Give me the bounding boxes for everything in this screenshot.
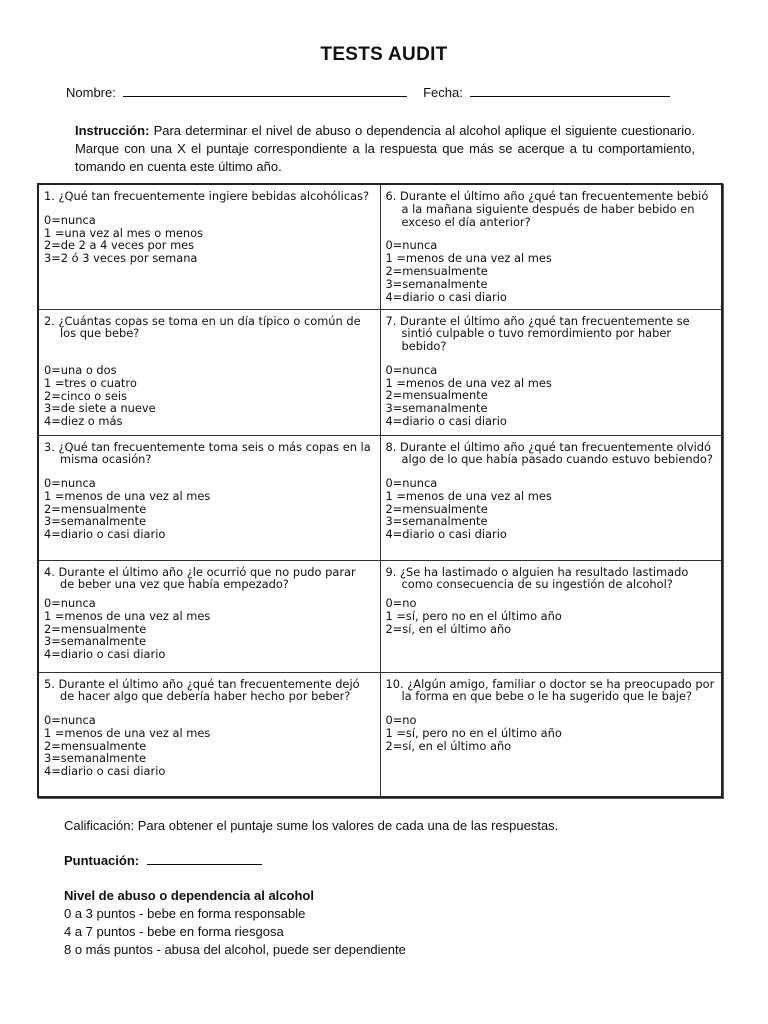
name-label: Nombre:	[66, 85, 116, 100]
question-text: 4. Durante el último año ¿le ocurrió que no pudo parar de beber una vez que había empezado?	[44, 564, 356, 592]
answer-option[interactable]: 2=mensualmente	[44, 501, 147, 516]
question-text: 7. Durante el último año ¿qué tan frecuentemente se sintió culpable o tuvo remordimiento por haber bebido?	[385, 313, 690, 354]
question-text: 2. ¿Cuántas copas se toma en un día típico o común de los que bebe?	[44, 313, 361, 341]
name-field[interactable]	[123, 84, 407, 97]
question-text: 9. ¿Se ha lastimado o alguien ha resultado lastimado como consecuencia de su ingestión de alcohol?	[385, 564, 689, 592]
question-cell	[38, 672, 380, 797]
answer-option[interactable]: 4=diario o casi diario	[44, 527, 166, 542]
answer-option[interactable]: 0=nunca	[385, 476, 438, 491]
answer-option[interactable]: 2=sí, en el último año	[385, 738, 512, 753]
answer-option[interactable]: 2=mensualmente	[385, 501, 488, 516]
score-label: Puntuación:	[64, 853, 140, 868]
answer-option[interactable]: 4=diario o casi diario	[385, 414, 507, 429]
question-text: 8. Durante el último año ¿qué tan frecuentemente olvidó algo de lo que había pasado cuando estuvo bebiendo?	[385, 439, 713, 467]
answer-option[interactable]: 0=nunca	[44, 476, 96, 491]
answer-option[interactable]: 4=diez o más	[44, 414, 123, 429]
answer-option[interactable]: 3=semanalmente	[385, 401, 488, 416]
answer-option[interactable]: 1 =menos de una vez al mes	[385, 251, 552, 266]
question-cell	[380, 435, 722, 560]
answer-option[interactable]: 3=semanalmente	[44, 751, 146, 766]
answer-option[interactable]: 0=nunca	[385, 238, 438, 253]
answer-option[interactable]: 2=mensualmente	[44, 621, 147, 636]
answer-option[interactable]: 1 =menos de una vez al mes	[385, 375, 552, 390]
answer-option[interactable]: 2=mensualmente	[385, 263, 488, 278]
question-text: 6. Durante el último año ¿qué tan frecuentemente bebió a la mañana siguiente después de haber bebido en exceso el día anterior?	[385, 189, 709, 229]
level-item: 4 a 7 puntos - bebe en forma riesgosa	[64, 924, 284, 939]
answer-option[interactable]: 2=de 2 a 4 veces por mes	[44, 238, 195, 253]
question-cell	[38, 184, 380, 309]
answer-option[interactable]: 0=no	[385, 713, 417, 728]
answer-option[interactable]: 0=una o dos	[44, 363, 117, 378]
question-cell	[380, 309, 722, 435]
answer-option[interactable]: 0=nunca	[385, 362, 438, 377]
answer-option[interactable]: 3=2 ó 3 veces por semana	[44, 251, 198, 266]
answer-option[interactable]: 4=diario o casi diario	[385, 289, 507, 304]
levels-heading: Nivel de abuso o dependencia al alcohol	[64, 888, 314, 903]
instruction-text: Para determinar el nivel de abuso o dependencia al alcohol aplique el siguiente cuestionario. Marque con una X el puntaje correspondiente a la respuesta que más se acerque a tu comportamiento, tomando en cuenta este último año.	[75, 123, 695, 174]
scoring-instructions: Calificación: Para obtener el puntaje sume los valores de cada una de las respuestas.	[64, 818, 559, 833]
answer-option[interactable]: 1 =menos de una vez al mes	[385, 488, 552, 503]
answer-option[interactable]: 0=no	[385, 596, 417, 611]
page-title: TESTS AUDIT	[320, 44, 448, 65]
answer-option[interactable]: 3=semanalmente	[385, 276, 488, 291]
answer-option[interactable]: 1 =menos de una vez al mes	[44, 488, 211, 503]
answer-option[interactable]: 1 =una vez al mes o menos	[44, 225, 204, 240]
answer-option[interactable]: 0=nunca	[44, 596, 96, 611]
answer-option[interactable]: 1 =menos de una vez al mes	[44, 608, 211, 623]
answer-option[interactable]: 4=diario o casi diario	[385, 527, 507, 542]
answer-option[interactable]: 4=diario o casi diario	[44, 647, 166, 662]
answer-option[interactable]: 3=semanalmente	[44, 634, 146, 649]
answer-option[interactable]: 3=semanalmente	[44, 514, 146, 529]
answer-option[interactable]: 4=diario o casi diario	[44, 764, 166, 779]
date-label: Fecha:	[423, 85, 463, 100]
answer-option[interactable]: 0=nunca	[44, 713, 96, 728]
score-field[interactable]	[147, 852, 262, 865]
score-line	[64, 852, 262, 870]
question-cell	[380, 560, 722, 672]
answer-option[interactable]: 3=de siete a nueve	[44, 401, 156, 416]
answer-option[interactable]: 2=cinco o seis	[44, 388, 127, 403]
question-cell	[38, 309, 380, 435]
question-text: 1. ¿Qué tan frecuentemente ingiere bebidas alcohólicas?	[44, 189, 370, 203]
question-text: 10. ¿Algún amigo, familiar o doctor se ha preocupado por la forma en que bebe o le ha sugerido que le baje?	[385, 676, 715, 704]
question-cell	[38, 560, 380, 672]
answer-option[interactable]: 1 =sí, pero no en el último año	[385, 725, 562, 740]
questions-table	[37, 183, 723, 798]
answer-option[interactable]: 2=mensualmente	[44, 738, 147, 753]
answer-option[interactable]: 1 =sí, pero no en el último año	[385, 608, 562, 623]
levels-block	[64, 887, 406, 959]
instruction-label: Instrucción:	[75, 123, 150, 138]
question-cell	[380, 672, 722, 797]
question-cell	[38, 435, 380, 560]
answer-option[interactable]: 1 =menos de una vez al mes	[44, 725, 211, 740]
question-cell	[380, 184, 722, 309]
date-field[interactable]	[470, 84, 670, 97]
answer-option[interactable]: 2=sí, en el último año	[385, 621, 512, 636]
answer-option[interactable]: 0=nunca	[44, 212, 96, 227]
answer-option[interactable]: 1 =tres o cuatro	[44, 375, 137, 390]
level-item: 8 o más puntos - abusa del alcohol, puede ser dependiente	[64, 942, 406, 957]
answer-option[interactable]: 2=mensualmente	[385, 388, 488, 403]
instruction	[75, 122, 695, 176]
answer-option[interactable]: 3=semanalmente	[385, 514, 488, 529]
question-text: 5. Durante el último año ¿qué tan frecuentemente dejó de hacer algo que debería haber hecho por beber?	[44, 676, 360, 704]
header-fields	[66, 84, 670, 100]
question-text: 3. ¿Qué tan frecuentemente toma seis o más copas en la misma ocasión?	[44, 439, 371, 467]
level-item: 0 a 3 puntos - bebe en forma responsable	[64, 906, 306, 921]
